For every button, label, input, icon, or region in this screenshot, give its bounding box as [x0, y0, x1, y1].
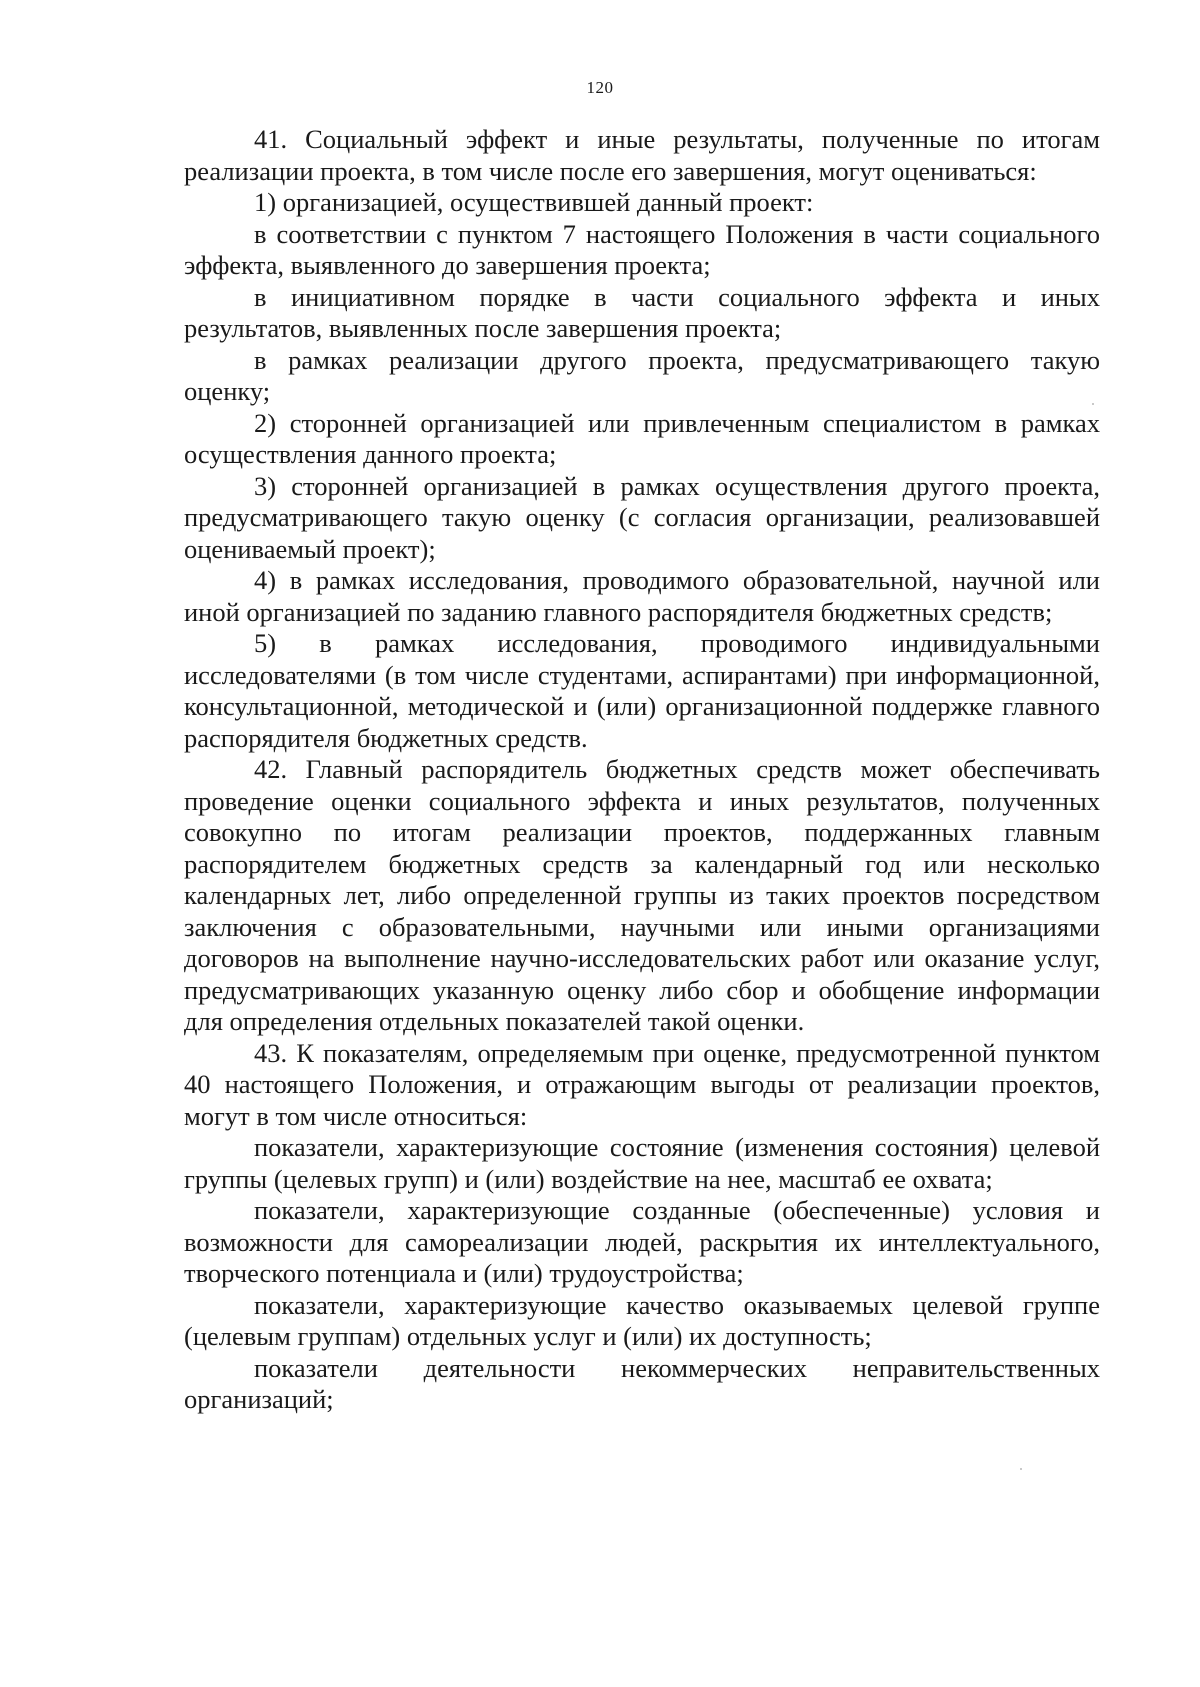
- paragraph-41-item-1-sub-a: в соответствии с пунктом 7 настоящего Положения в части социального эффекта, выявленного до завершения проекта;: [184, 218, 1100, 280]
- scan-speck: [1020, 1468, 1022, 1470]
- page-number: 120: [586, 78, 614, 97]
- paragraph-43-indicator-1: показатели, характеризующие состояние (изменения состояния) целевой группы (целевых групп) и (или) воздействие на нее, масштаб ее охвата;: [184, 1132, 1100, 1194]
- paragraph-43-indicator-4: показатели деятельности некоммерческих неправительственных организаций;: [184, 1352, 1100, 1414]
- paragraph-43-indicator-2: показатели, характеризующие созданные (обеспеченные) условия и возможности для самореализации людей, раскрытия их интеллектуального, творческого потенциала и (или) трудоустройства;: [184, 1195, 1100, 1288]
- document-body: [184, 124, 1100, 1416]
- paragraph-41: 41. Социальный эффект и иные результаты, полученные по итогам реализации проекта, в том числе после его завершения, могут оцениваться:: [184, 124, 1100, 186]
- paragraph-41-item-3: 3) сторонней организацией в рамках осуществления другого проекта, предусматривающего такую оценку (с согласия организации, реализовавшей оцениваемый проект);: [184, 470, 1100, 564]
- paragraph-43: 43. К показателям, определяемым при оценке, предусмотренной пунктом 40 настоящего Положения, и отражающим выгоды от реализации проектов, могут в том числе относиться:: [184, 1037, 1100, 1131]
- paragraph-42: 42. Главный распорядитель бюджетных средств может обеспечивать проведение оценки социального эффекта и иных результатов, полученных совокупно по итогам реализации проектов, поддержанных главным распорядителем бюджетных средств за календарный год или несколько календарных лет, либо определенной группы из таких проектов посредством заключения с образовательными, научными или иными организациями договоров на выполнение научно-исследовательских работ или оказание услуг, предусматривающих указанную оценку либо сбор и обобщение информации для определения отдельных показателей такой оценки.: [184, 754, 1100, 1036]
- paragraph-41-item-1-sub-c: в рамках реализации другого проекта, предусматривающего такую оценку;: [184, 344, 1100, 406]
- paragraph-41-item-1: 1) организацией, осуществившей данный проект:: [254, 187, 814, 217]
- paragraph-43-indicator-3: показатели, характеризующие качество оказываемых целевой группе (целевым группам) отдельных услуг и (или) их доступность;: [184, 1289, 1100, 1351]
- paragraph-41-item-4: 4) в рамках исследования, проводимого образовательной, научной или иной организацией по заданию главного распорядителя бюджетных средств;: [184, 565, 1100, 627]
- scan-speck: [1092, 403, 1094, 405]
- paragraph-41-item-1-sub-b: в инициативном порядке в части социального эффекта и иных результатов, выявленных после завершения проекта;: [184, 281, 1100, 343]
- paragraph-41-item-5: 5) в рамках исследования, проводимого индивидуальными исследователями (в том числе студентами, аспирантами) при информационной, консультационной, методической и (или) организационной поддержке главного распорядителя бюджетных средств.: [184, 628, 1100, 753]
- paragraph-41-item-2: 2) сторонней организацией или привлеченным специалистом в рамках осуществления данного проекта;: [184, 407, 1100, 469]
